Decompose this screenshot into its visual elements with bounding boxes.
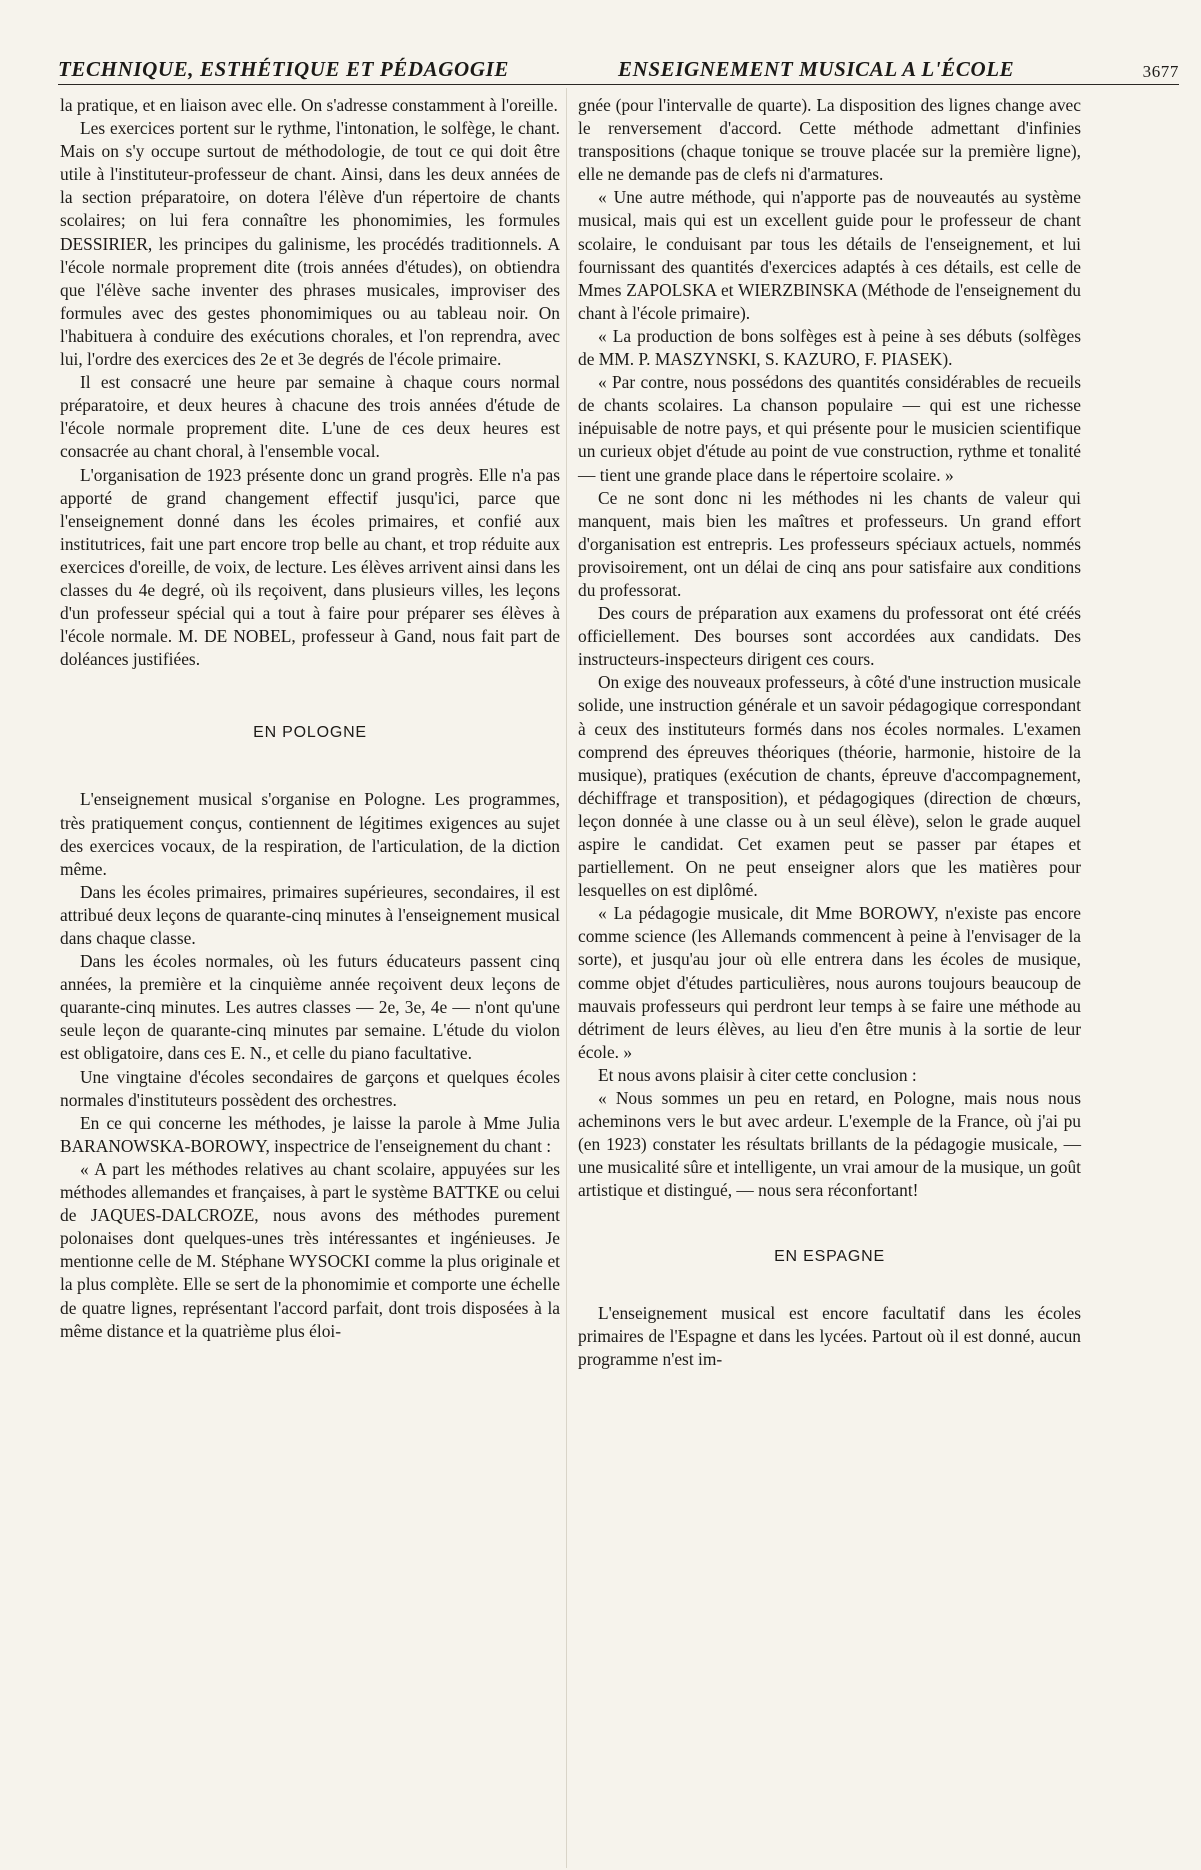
paragraph: Dans les écoles primaires, primaires supérieures, secondaires, il est attribué deux leçons de quarante-cinq minutes à l'enseignement musical dans chaque classe. bbox=[60, 881, 560, 948]
paragraph: la pratique, et en liaison avec elle. On s'adresse constamment à l'oreille. bbox=[60, 95, 558, 115]
paragraph: Ce ne sont donc ni les méthodes ni les chants de valeur qui manquent, mais bien les maîtres et professeurs. Un grand effort d'organisation est entrepris. Les professeurs spéciaux actuels, nommés provisoirement, ont un délai de cinq ans pour satisfaire aux conditions du professorat. bbox=[578, 487, 1081, 600]
paragraph: Il est consacré une heure par semaine à chaque cours normal préparatoire, et deux heures à chacune des trois années d'étude de l'école normale proprement dite. L'une de ces deux heures est consacrée au chant choral, à l'ensemble vocal. bbox=[60, 372, 560, 462]
paragraph: gnée (pour l'intervalle de quarte). La disposition des lignes change avec le renversement d'accord. Cette méthode admettant d'infinies transpositions (chaque tonique se trouve placée sur la première ligne), elle ne demande pas de clefs ni d'armatures. bbox=[578, 95, 1081, 185]
paragraph: On exige des nouveaux professeurs, à côté d'une instruction musicale solide, une instruction générale et un savoir pédagogique correspondant à ceux des instituteurs formés dans nos écoles normales. L'examen comprend des épreuves théoriques (théorie, harmonie, histoire de la musique), pratiques (exécution de chants, épreuve d'accompagnement, déchiffrage et transposition), et pédagogiques (direction de chœurs, leçon donnée à une classe ou à un seul élève), selon le grade auquel aspire le candidat. Cet examen peut se passer par étapes et partiellement. On ne peut enseigner alors que les matières pour lesquelles on est diplômé. bbox=[578, 672, 1081, 901]
quote-paragraph: « Une autre méthode, qui n'apporte pas de nouveautés au système musical, mais qui est un excellent guide pour le professeur de chant scolaire, le conduisant par tous les détails de l'enseignement, et lui fournissant des quantités d'exercices adaptés à ces détails, est celle de Mmes ZAPOLSKA et WIERZBINSKA (Méthode de l'enseignement du chant à l'école primaire). bbox=[578, 187, 1081, 323]
paragraph: L'enseignement musical s'organise en Pologne. Les programmes, très pratiquement conçus, contiennent de légitimes exigences au sujet des exercices vocaux, de la respiration, de l'articulation, de la diction même. bbox=[60, 789, 560, 879]
paragraph: Et nous avons plaisir à citer cette conclusion : bbox=[598, 1064, 917, 1085]
paragraph: L'enseignement musical est encore facultatif dans les écoles primaires de l'Espagne et dans les lycées. Partout où il est donné, aucun programme n'est im- bbox=[578, 1302, 1081, 1369]
header-right-title: ENSEIGNEMENT MUSICAL A L'ÉCOLE bbox=[618, 57, 1015, 81]
paragraph: L'organisation de 1923 présente donc un grand progrès. Elle n'a pas apporté de grand changement effectif jusqu'ici, parce que l'enseignement donné dans les écoles primaires, et confié aux institutrices, fait une part encore trop belle au chant, et trop réduite aux exercices d'oreille, de voix, de lecture. Les élèves arrivent ainsi dans les classes du 4e degré, où ils reçoivent, dans plusieurs villes, les leçons d'un professeur spécial qui a tout à faire pour préparer ses élèves à l'école normale. M. DE NOBEL, professeur à Gand, nous fait part de doléances justifiées. bbox=[60, 464, 560, 670]
quote-paragraph: « Par contre, nous possédons des quantités considérables de recueils de chants scolaires. La chanson populaire — qui est une richesse inépuisable de notre pays, et qui présente pour le musicien scientifique un curieux objet d'étude au point de vue construction, rythme et tonalité — tient une grande place dans le répertoire scolaire. » bbox=[578, 372, 1081, 485]
quote-paragraph: « La production de bons solfèges est à peine à ses débuts (solfèges de MM. P. MASZYNSKI, S. KAZURO, F. PIASEK). bbox=[578, 325, 1081, 370]
header-left-title: TECHNIQUE, ESTHÉTIQUE ET PÉDAGOGIE bbox=[58, 57, 509, 81]
column-gutter bbox=[566, 88, 567, 1868]
paragraph: Des cours de préparation aux examens du professorat ont été créés officiellement. Des bourses sont accordées aux candidats. Des instructeurs-inspecteurs dirigent ces cours. bbox=[578, 603, 1081, 670]
section-heading-pologne: EN POLOGNE bbox=[253, 724, 367, 742]
paragraph: Les exercices portent sur le rythme, l'intonation, le solfège, le chant. Mais on s'y occupe surtout de méthodologie, de tout ce qui doit être utile à l'instituteur-professeur de chant. Ainsi, dans les deux années de la section préparatoire, on dotera l'élève d'un répertoire de chants scolaires; on lui fera connaître les phonomimies, les formules DESSIRIER, les principes du galinisme, les procédés traditionnels. A l'école normale proprement dite (trois années d'études), on obtiendra que l'élève sache inventer des phrases musicales, improviser des formules avec des gestes phonomimiques ou au tableau noir. On l'habituera à conduire des exécutions chorales, et l'on reprendra, avec lui, l'ordre des exercices des 2e et 3e degrés de l'école primaire. bbox=[60, 118, 560, 370]
left-column bbox=[60, 94, 560, 1343]
right-column bbox=[578, 94, 1081, 1371]
section-heading-espagne: EN ESPAGNE bbox=[774, 1247, 885, 1265]
paragraph: Dans les écoles normales, où les futurs éducateurs passent cinq années, la première et la cinquième année reçoivent deux leçons de quarante-cinq minutes. Les autres classes — 2e, 3e, 4e — n'ont qu'une seule leçon de quarante-cinq minutes par semaine. L'étude du violon est obligatoire, dans ces E. N., et celle du piano facultative. bbox=[60, 951, 560, 1064]
quote-paragraph: « Nous sommes un peu en retard, en Pologne, mais nous nous acheminons vers le but avec ardeur. L'exemple de la France, où j'ai pu (en 1923) constater les résultats brillants de la pédagogie musicale, — une musicalité sûre et intelligente, un vrai amour de la musique, un goût artistique et distingué, — nous sera réconfortant! bbox=[578, 1088, 1081, 1201]
page-number: 3677 bbox=[1142, 62, 1179, 81]
running-header bbox=[58, 52, 1179, 85]
paragraph: En ce qui concerne les méthodes, je laisse la parole à Mme Julia BARANOWSKA-BOROWY, inspectrice de l'enseignement du chant : bbox=[60, 1112, 560, 1156]
paragraph: Une vingtaine d'écoles secondaires de garçons et quelques écoles normales d'instituteurs possèdent des orchestres. bbox=[60, 1066, 560, 1110]
quote-paragraph: « A part les méthodes relatives au chant scolaire, appuyées sur les méthodes allemandes et françaises, à part le système BATTKE ou celui de JAQUES-DALCROZE, nous avons des méthodes purement polonaises dont quelques-unes très intéressantes et ingénieuses. Je mentionne celle de M. Stéphane WYSOCKI comme la plus originale et la plus complète. Elle se sert de la phonomimie et comporte une échelle de quatre lignes, représentant l'accord parfait, dont trois disposées à la même distance et la quatrième plus éloi- bbox=[60, 1158, 560, 1341]
quote-paragraph: « La pédagogie musicale, dit Mme BOROWY, n'existe pas encore comme science (les Allemands commencent à peine à l'envisager de la sorte), et jusqu'au jour où elle entrera dans les écoles de musique, comme objet d'études particulières, nous aurons toujours beaucoup de mauvais professeurs qui perdront leur temps à se faire une méthode au détriment de leurs élèves, au lieu d'en être munis à la sortie de leur école. » bbox=[578, 903, 1081, 1062]
